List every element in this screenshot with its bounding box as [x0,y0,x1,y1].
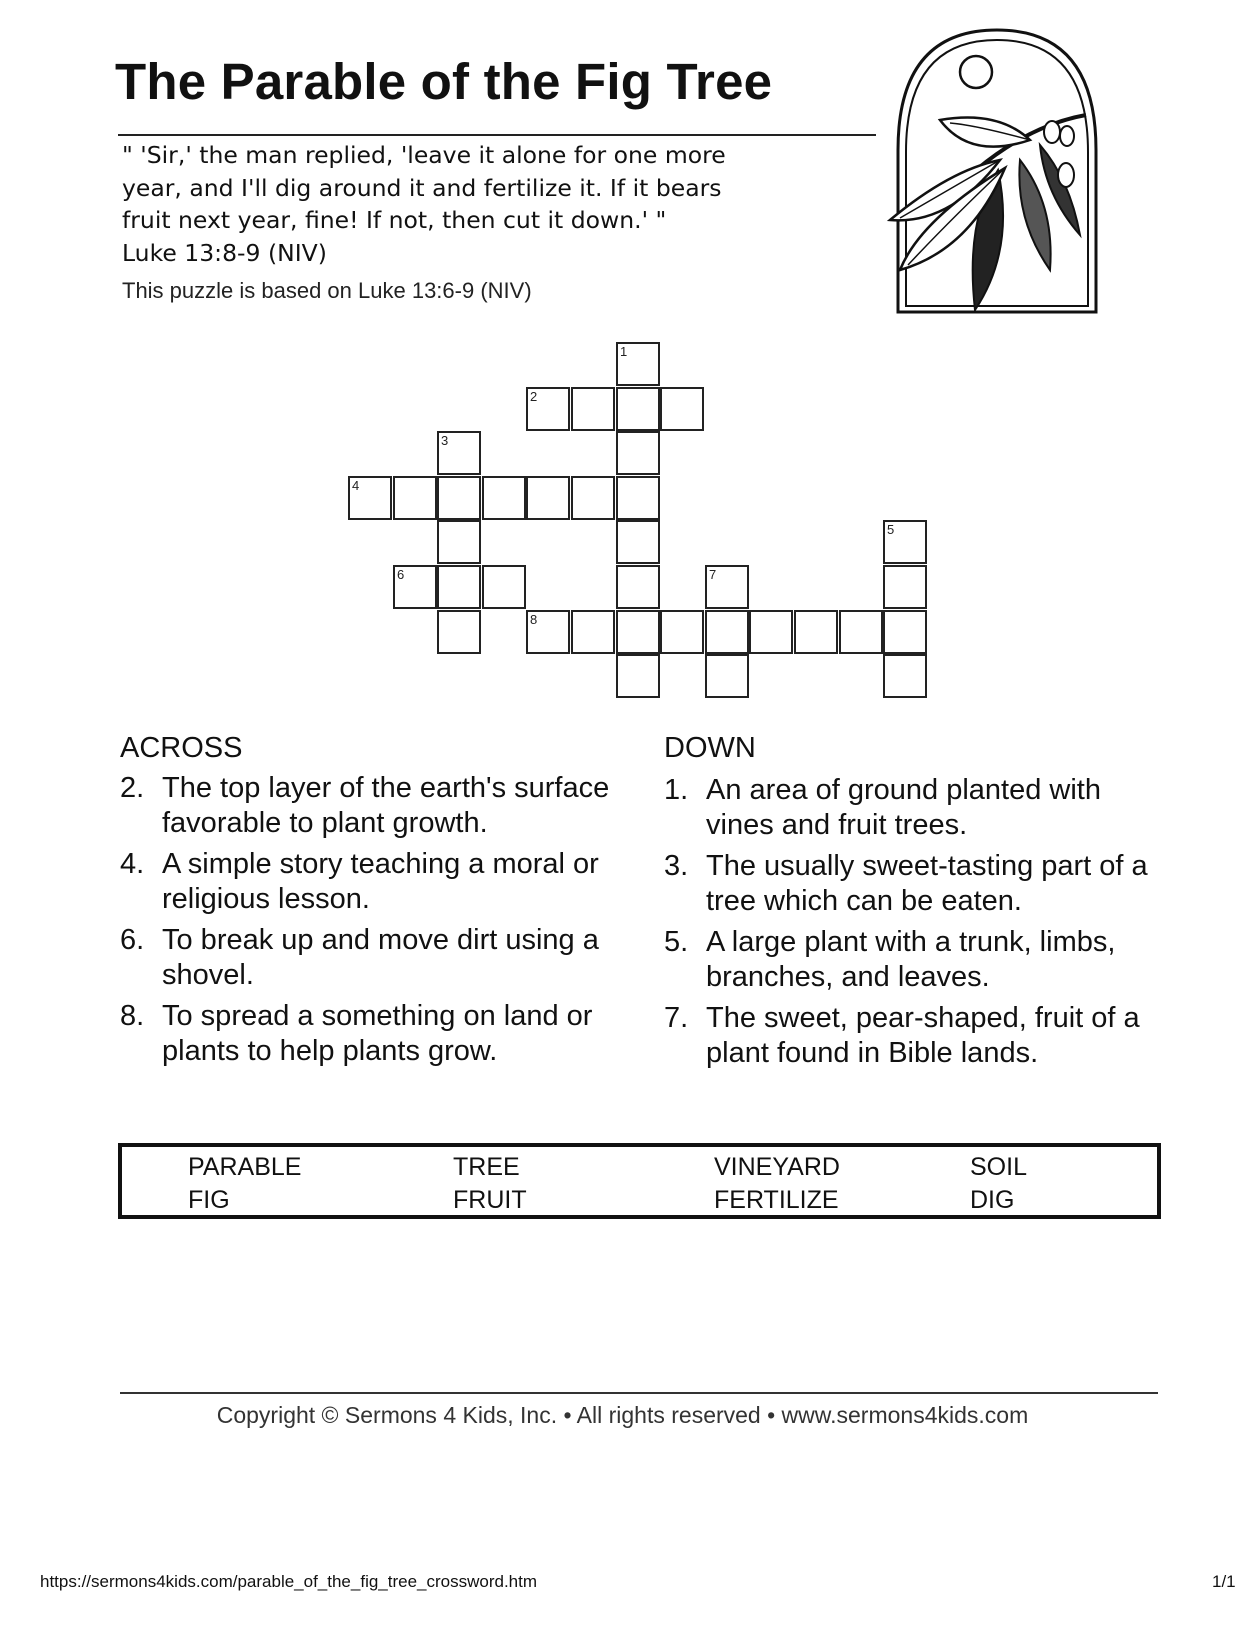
crossword-cell[interactable] [616,565,660,609]
page-number: 1/1 [1212,1572,1236,1591]
crossword-cell[interactable] [571,387,615,431]
crossword-cell[interactable] [749,610,793,654]
crossword-cell[interactable] [660,610,704,654]
crossword-cell[interactable] [526,476,570,520]
clue-text: The top layer of the earth's surface favorable to plant growth. [162,772,610,839]
word-bank-word: DIG [970,1186,1015,1214]
crossword-cell[interactable] [437,565,481,609]
clue-number: 1. [664,774,689,806]
crossword-cell[interactable] [616,654,660,698]
word-bank [118,1143,1161,1219]
crossword-cell[interactable] [883,520,927,564]
clue-item [120,999,630,1069]
word-bank-word: TREE [453,1153,520,1181]
quote-line: " 'Sir,' the man replied, 'leave it alone for one more [122,141,726,169]
title-divider [118,134,876,136]
crossword-cell[interactable] [705,565,749,609]
crossword-cell[interactable] [571,610,615,654]
crossword-cell[interactable] [616,342,660,386]
page-url: https://sermons4kids.com/parable_of_the_fig_tree_crossword.htm [40,1572,538,1591]
crossword-cell[interactable] [616,610,660,654]
clue-text: A simple story teaching a moral or religious lesson. [162,848,599,915]
clue-item [664,849,1169,919]
page-title: The Parable of the Fig Tree [115,53,773,110]
fig-branch-tag-icon [880,20,1115,320]
clue-text: The usually sweet-tasting part of a tree which can be eaten. [706,850,1148,917]
crossword-cell[interactable] [794,610,838,654]
crossword-cell[interactable] [839,610,883,654]
crossword-cell[interactable] [616,520,660,564]
clue-number-label: 1 [620,344,628,359]
crossword-cell[interactable] [705,610,749,654]
clue-number-label: 6 [397,567,405,582]
scripture-quote [122,139,862,269]
copyright-notice: Copyright © Sermons 4 Kids, Inc. • All rights reserved • www.sermons4kids.com [216,1402,1029,1428]
crossword-cell[interactable] [660,387,704,431]
crossword-cell[interactable] [437,476,481,520]
across-heading: ACROSS [120,732,243,764]
clue-number: 7. [664,1002,689,1034]
crossword-cell[interactable] [883,610,927,654]
crossword-cell[interactable] [393,565,437,609]
clue-number-label: 2 [530,389,538,404]
crossword-cell[interactable] [616,476,660,520]
clue-number: 6. [120,924,145,956]
clue-text: To spread a something on land or plants to help plants grow. [162,1000,593,1067]
word-bank-word: FRUIT [453,1186,527,1214]
crossword-cell[interactable] [437,610,481,654]
word-bank-word: PARABLE [188,1153,302,1181]
crossword-cell[interactable] [482,565,526,609]
crossword-cell[interactable] [526,387,570,431]
clue-number: 3. [664,850,689,882]
crossword-cell[interactable] [571,476,615,520]
clue-text: A large plant with a trunk, limbs, branches, and leaves. [706,926,1116,993]
crossword-cell[interactable] [616,431,660,475]
across-clues [120,732,630,1075]
clue-item [664,773,1169,843]
clue-number-label: 5 [887,522,895,537]
clue-item [120,771,630,841]
clue-item [120,923,630,993]
crossword-cell[interactable] [705,654,749,698]
clue-number-label: 4 [352,478,360,493]
clue-number-label: 8 [530,612,538,627]
clue-text: The sweet, pear-shaped, fruit of a plant found in Bible lands. [706,1002,1140,1069]
word-bank-word: VINEYARD [714,1153,840,1181]
quote-line: year, and I'll dig around it and fertilize it. If it bears [122,173,722,202]
quote-reference: Luke 13:8-9 (NIV) [122,238,327,267]
clue-item [664,1001,1169,1071]
crossword-cell[interactable] [437,520,481,564]
word-bank-word: FERTILIZE [714,1186,839,1214]
clue-item [664,925,1169,995]
crossword-cell[interactable] [348,476,392,520]
clue-number: 5. [664,926,689,958]
crossword-cell[interactable] [883,654,927,698]
down-clues [664,732,1169,1077]
down-heading: DOWN [664,732,756,764]
clue-number-label: 3 [441,433,449,448]
clue-text: To break up and move dirt using a shovel. [162,924,599,991]
crossword-cell[interactable] [616,387,660,431]
clue-number: 2. [120,772,145,804]
crossword-cell[interactable] [482,476,526,520]
word-bank-word: SOIL [970,1153,1027,1181]
crossword-cell[interactable] [526,610,570,654]
footer-divider [120,1392,1158,1394]
clue-text: An area of ground planted with vines and fruit trees. [706,774,1101,841]
crossword-cell[interactable] [393,476,437,520]
crossword-cell[interactable] [437,431,481,475]
crossword-cell[interactable] [883,565,927,609]
puzzle-source-note: This puzzle is based on Luke 13:6-9 (NIV) [122,278,532,303]
clue-number: 4. [120,848,145,880]
clue-number: 8. [120,1000,145,1032]
quote-line: fruit next year, fine! If not, then cut it down.' " [122,206,667,234]
clue-item [120,847,630,917]
word-bank-word: FIG [188,1186,230,1214]
clue-number-label: 7 [709,567,717,582]
